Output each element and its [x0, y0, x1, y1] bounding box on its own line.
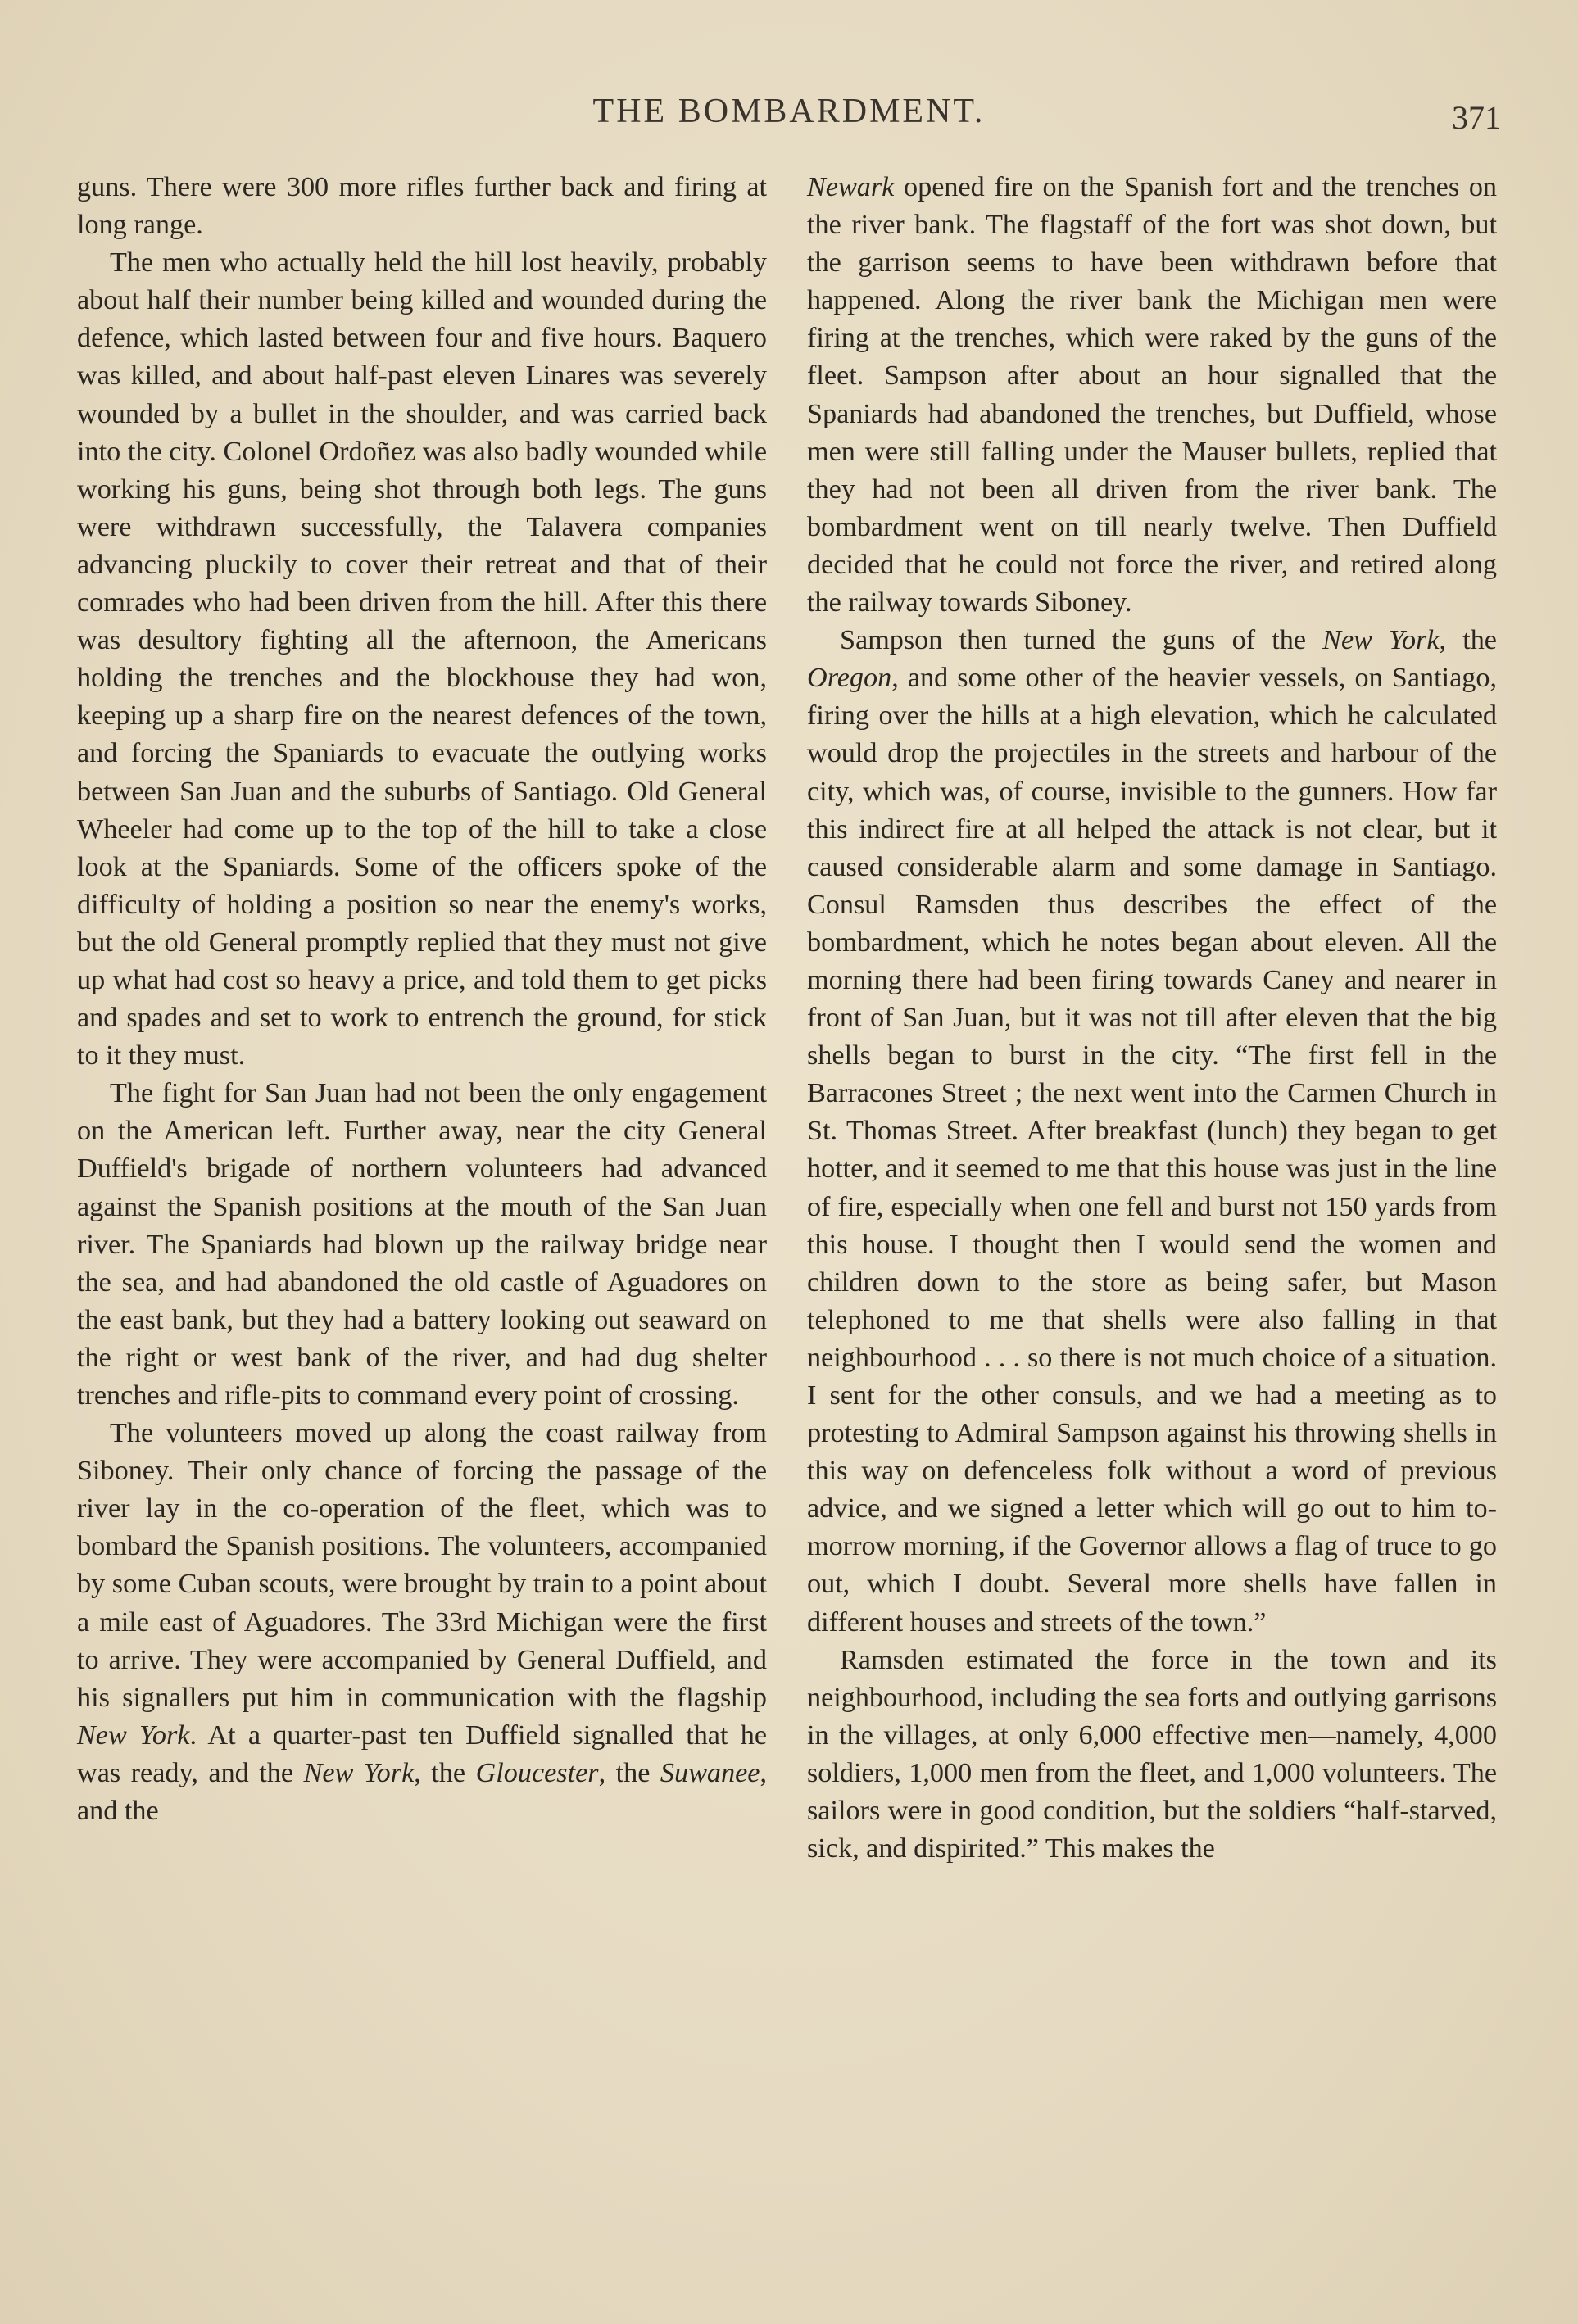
text-run: , and some other of the heavier vessels, on Santiago, firing over the hills at a high elevation, which he calculated would drop the projectiles in the streets and harbour of the city, which was, of course, invisible to the gunners. How far this indirect fire at all helped the attack is not clear, but it caused considerable alarm and some damage in Santiago. Consul Ramsden thus describes the effect of the bombardment, which he notes began about eleven. All the morning there had been firing towards Caney and nearer in front of San Juan, but it was not till after eleven that the big shells began to burst in the city. “The first fell in the Barracones Street ; the next went into the Carmen Church in St. Thomas Street. After breakfast (lunch) they began to get hotter, and it seemed to me that this house was just in the line of fire, especially when one fell and burst not 150 yards from this house. I thought then I would send the women and children down to the store as being safer, but Mason telephoned to me that shells were also falling in that neighbourhood . . . so there is not much choice of a situation. I sent for the other consuls, and we had a meeting as to protesting to Admiral Sampson against his throwing shells in this way on defenceless folk without a word of previous advice, and we signed a letter which will go out to him to-morrow morning, if the Governor allows a flag of truce to go out, which I doubt. Several more shells have fallen in different houses and streets of the town.”: [807, 663, 1497, 1638]
ship-name: Gloucester: [475, 1757, 599, 1788]
text-run: Sampson then turned the guns of the: [840, 625, 1307, 656]
page-number: 371: [1452, 99, 1501, 136]
text-run: , the: [414, 1757, 466, 1788]
paragraph: guns. There were 300 more rifles further back and firing at long range.: [77, 172, 767, 241]
ship-name: New York: [303, 1757, 415, 1788]
paragraph: [807, 169, 1497, 622]
paragraph: The fight for San Juan had not been the only engagement on the American left. Further away, near the city General Duffield's brigade of northern volunteers had advanced against the Spanish positions at the mouth of the San Juan river. The Spaniards had blown up the railway bridge near the sea, and had abandoned the old castle of Aguadores on the east bank, but they had a battery looking out seaward on the right or west bank of the river, and had dug shelter trenches and rifle-pits to command every point of crossing.: [77, 1078, 767, 1411]
ship-name: Newark: [807, 172, 895, 202]
paragraph: Ramsden estimated the force in the town and its neighbourhood, including the sea forts and outlying garrisons in the villages, at only 6,000 effective men—namely, 4,000 soldiers, 1,000 men from the fleet, and 1,000 volunteers. The sailors were in good condition, but the soldiers “half-starved, sick, and dispirited.” This makes the: [807, 1644, 1497, 1864]
ship-name: New York: [1322, 625, 1440, 656]
text-run: , the: [598, 1757, 651, 1788]
text-run: opened fire on the Spanish fort and the trenches on the river bank. The flagstaff of the fort was shot down, but the garrison seems to have been withdrawn before that happened. Along the river bank the Michigan men were firing at the trenches, which were raked by the guns of the fleet. Sampson after about an hour signalled that the Spaniards had abandoned the trenches, but Duffield, whose men were still falling under the Mauser bullets, replied that they had not been all driven from the river bank. The bombardment went on till nearly twelve. Then Duffield decided that he could not force the river, and retired along the railway towards Siboney.: [807, 172, 1497, 618]
text-run: The volunteers moved up along the coast railway from Siboney. Their only chance of forcing the passage of the river lay in the co-operation of the fleet, which was to bombard the Spanish positions. The volunteers, accompanied by some Cuban scouts, were brought by train to a point about a mile east of Aguadores. The 33rd Michigan were the first to arrive. They were accompanied by General Duffield, and his signallers put him in communication with the flagship: [77, 1418, 767, 1713]
right-column: [807, 169, 1497, 1868]
text-run: , and the: [77, 1757, 767, 1827]
ship-name: Oregon: [807, 663, 892, 694]
text-run: . At a quarter-past ten Duffield signalled that he was ready, and the: [77, 1719, 767, 1788]
text-run: , the: [1439, 625, 1497, 656]
left-column: [77, 169, 767, 1830]
paragraph: [77, 1415, 767, 1830]
ship-name: Suwanee: [660, 1757, 760, 1788]
ship-name: New York: [77, 1719, 190, 1751]
paragraph: [807, 622, 1497, 1642]
paragraph: The men who actually held the hill lost heavily, probably about half their number being killed and wounded during the defence, which lasted between four and five hours. Baquero was killed, and about half-past eleven Linares was severely wounded by a bullet in the shoulder, and was carried back into the city. Colonel Ordoñez was also badly wounded while working his guns, being shot through both legs. The guns were withdrawn successfully, the Talavera companies advancing pluckily to cover their retreat and that of their comrades who had been driven from the hill. After this there was desultory fighting all the afternoon, the Americans holding the trenches and the blockhouse they had won, keeping up a sharp fire on the nearest defences of the town, and forcing the Spaniards to evacuate the outlying works between San Juan and the suburbs of Santiago. Old General Wheeler had come up to the top of the hill to take a close look at the Spaniards. Some of the officers spoke of the difficulty of holding a position so near the enemy's works, but the old General promptly replied that they must not give up what had cost so heavy a price, and told them to get picks and spades and set to work to entrench the ground, for stick to it they must.: [77, 247, 767, 1071]
running-title: THE BOMBARDMENT.: [592, 93, 986, 130]
